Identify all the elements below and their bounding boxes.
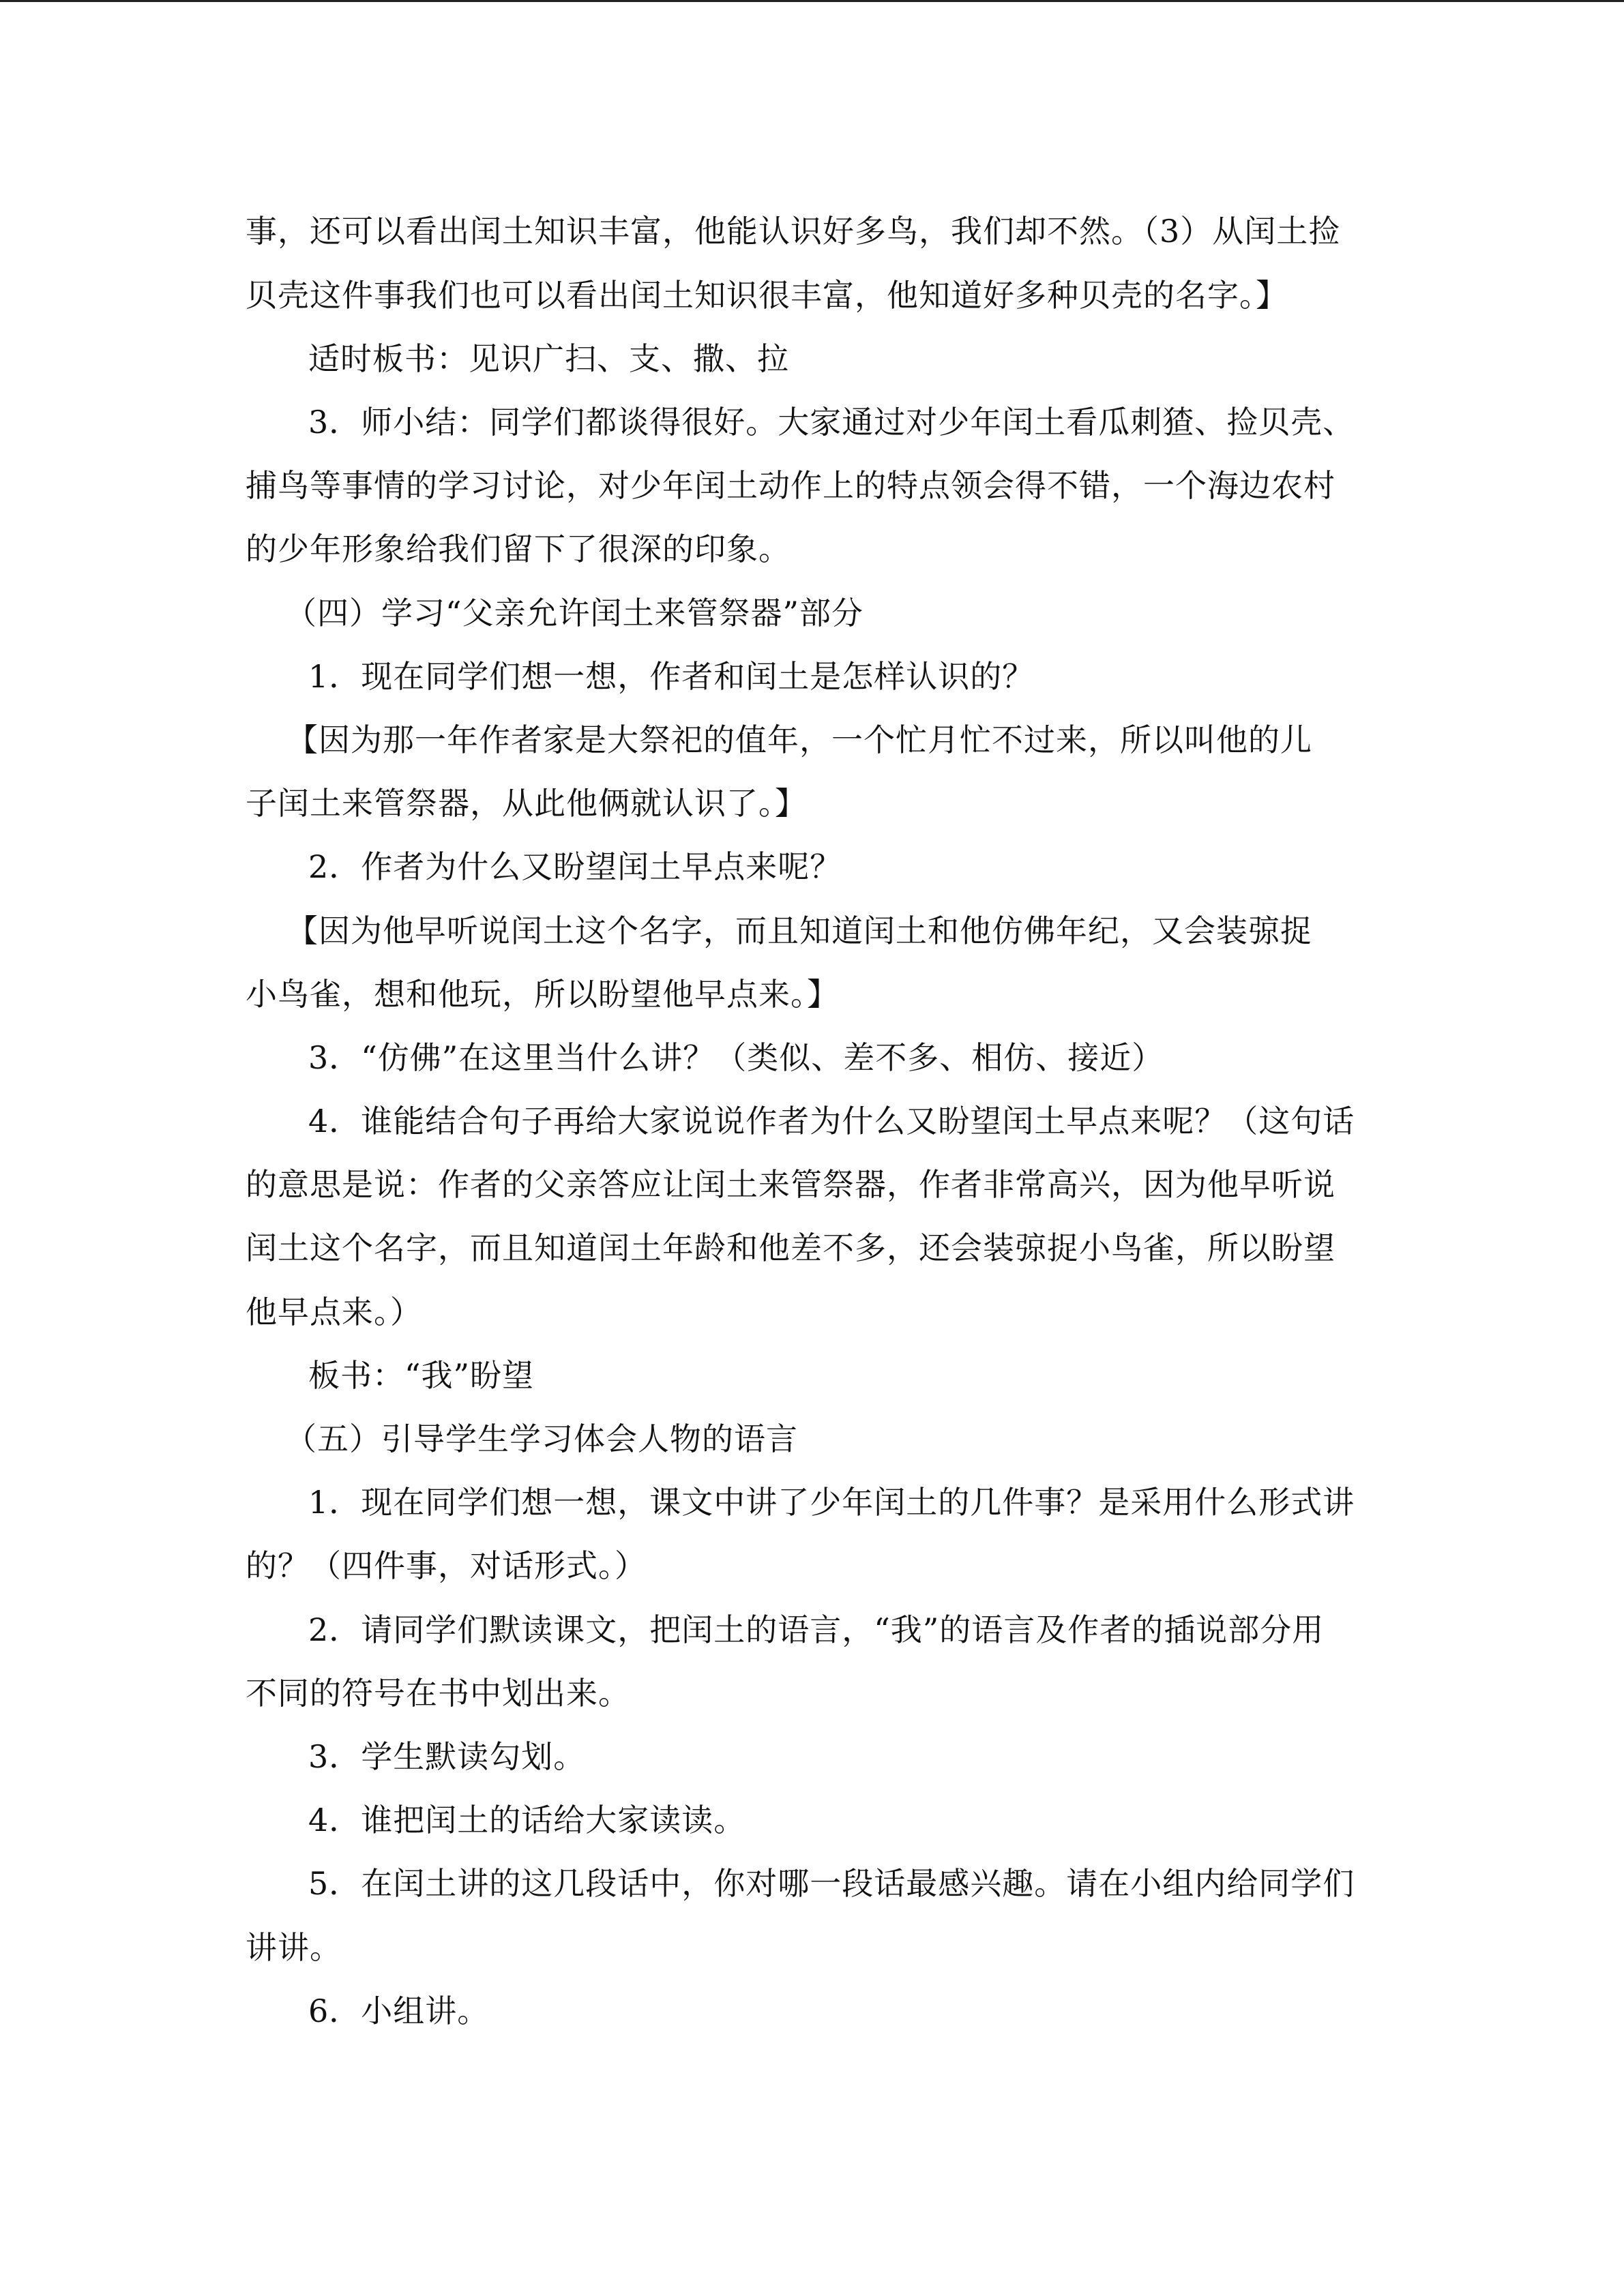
text-line: 3．师小结：同学们都谈得很好。大家通过对少年闰土看瓜刺猹、捡贝壳、 — [308, 404, 1355, 441]
text-line: 【因为他早听说闰土这个名字，而且知道闰土和他仿佛年纪，又会装弶捉 — [286, 912, 1312, 949]
text-line: 6．小组讲。 — [308, 1993, 490, 2029]
text-line: 闰土这个名字，而且知道闰土年龄和他差不多，还会装弶捉小鸟雀，所以盼望 — [246, 1229, 1335, 1266]
text-line: 贝壳这件事我们也可以看出闰土知识很丰富，他知道好多种贝壳的名字。】 — [246, 277, 1288, 314]
text-line: 子闰土来管祭器，从此他俩就认识了。】 — [246, 785, 807, 822]
text-line: 2．作者为什么又盼望闰土早点来呢？ — [308, 848, 842, 885]
text-line: 【因为那一年作者家是大祭祀的值年，一个忙月忙不过来，所以叫他的儿 — [286, 721, 1312, 758]
text-line: 捕鸟等事情的学习讨论，对少年闰土动作上的特点领会得不错，一个海边农村 — [246, 467, 1335, 504]
text-line: 的？（四件事，对话形式。） — [246, 1547, 647, 1584]
text-line: 讲讲。 — [246, 1929, 342, 1966]
text-line: 1．现在同学们想一想，课文中讲了少年闰土的几件事？是采用什么形式讲 — [308, 1484, 1355, 1521]
text-line: 4．谁能结合句子再给大家说说作者为什么又盼望闰土早点来呢？（这句话 — [308, 1103, 1355, 1139]
text-line: 他早点来。） — [246, 1294, 422, 1330]
text-line: 的意思是说：作者的父亲答应让闰土来管祭器，作者非常高兴，因为他早听说 — [246, 1166, 1335, 1203]
text-line: 3．“仿佛”在这里当什么讲？（类似、差不多、相仿、接近） — [308, 1039, 1164, 1076]
text-line: 小鸟雀，想和他玩，所以盼望他早点来。】 — [246, 976, 839, 1013]
section-heading: （五）引导学生学习体会人物的语言 — [285, 1420, 798, 1457]
text-line: 不同的符号在书中划出来。 — [246, 1675, 630, 1712]
section-heading: （四）学习“父亲允许闰土来管祭器”部分 — [285, 595, 864, 631]
text-line: 事，还可以看出闰土知识丰富，他能认识好多鸟，我们却不然。（3）从闰土捡 — [246, 213, 1341, 250]
text-line: 4．谁把闰土的话给大家读读。 — [308, 1802, 746, 1838]
text-line: 5．在闰土讲的这几段话中，你对哪一段话最感兴趣。请在小组内给同学们 — [308, 1865, 1355, 1902]
text-line: 3．学生默读勾划。 — [308, 1738, 586, 1775]
text-line: 1．现在同学们想一想，作者和闰土是怎样认识的？ — [308, 658, 1035, 695]
text-line: 的少年形象给我们留下了很深的印象。 — [246, 531, 791, 567]
text-line: 板书：“我”盼望 — [308, 1357, 535, 1394]
text-line: 适时板书：见识广扫、支、撒、拉 — [308, 340, 789, 377]
text-line: 2．请同学们默读课文，把闰土的语言，“我”的语言及作者的插说部分用 — [308, 1611, 1325, 1648]
